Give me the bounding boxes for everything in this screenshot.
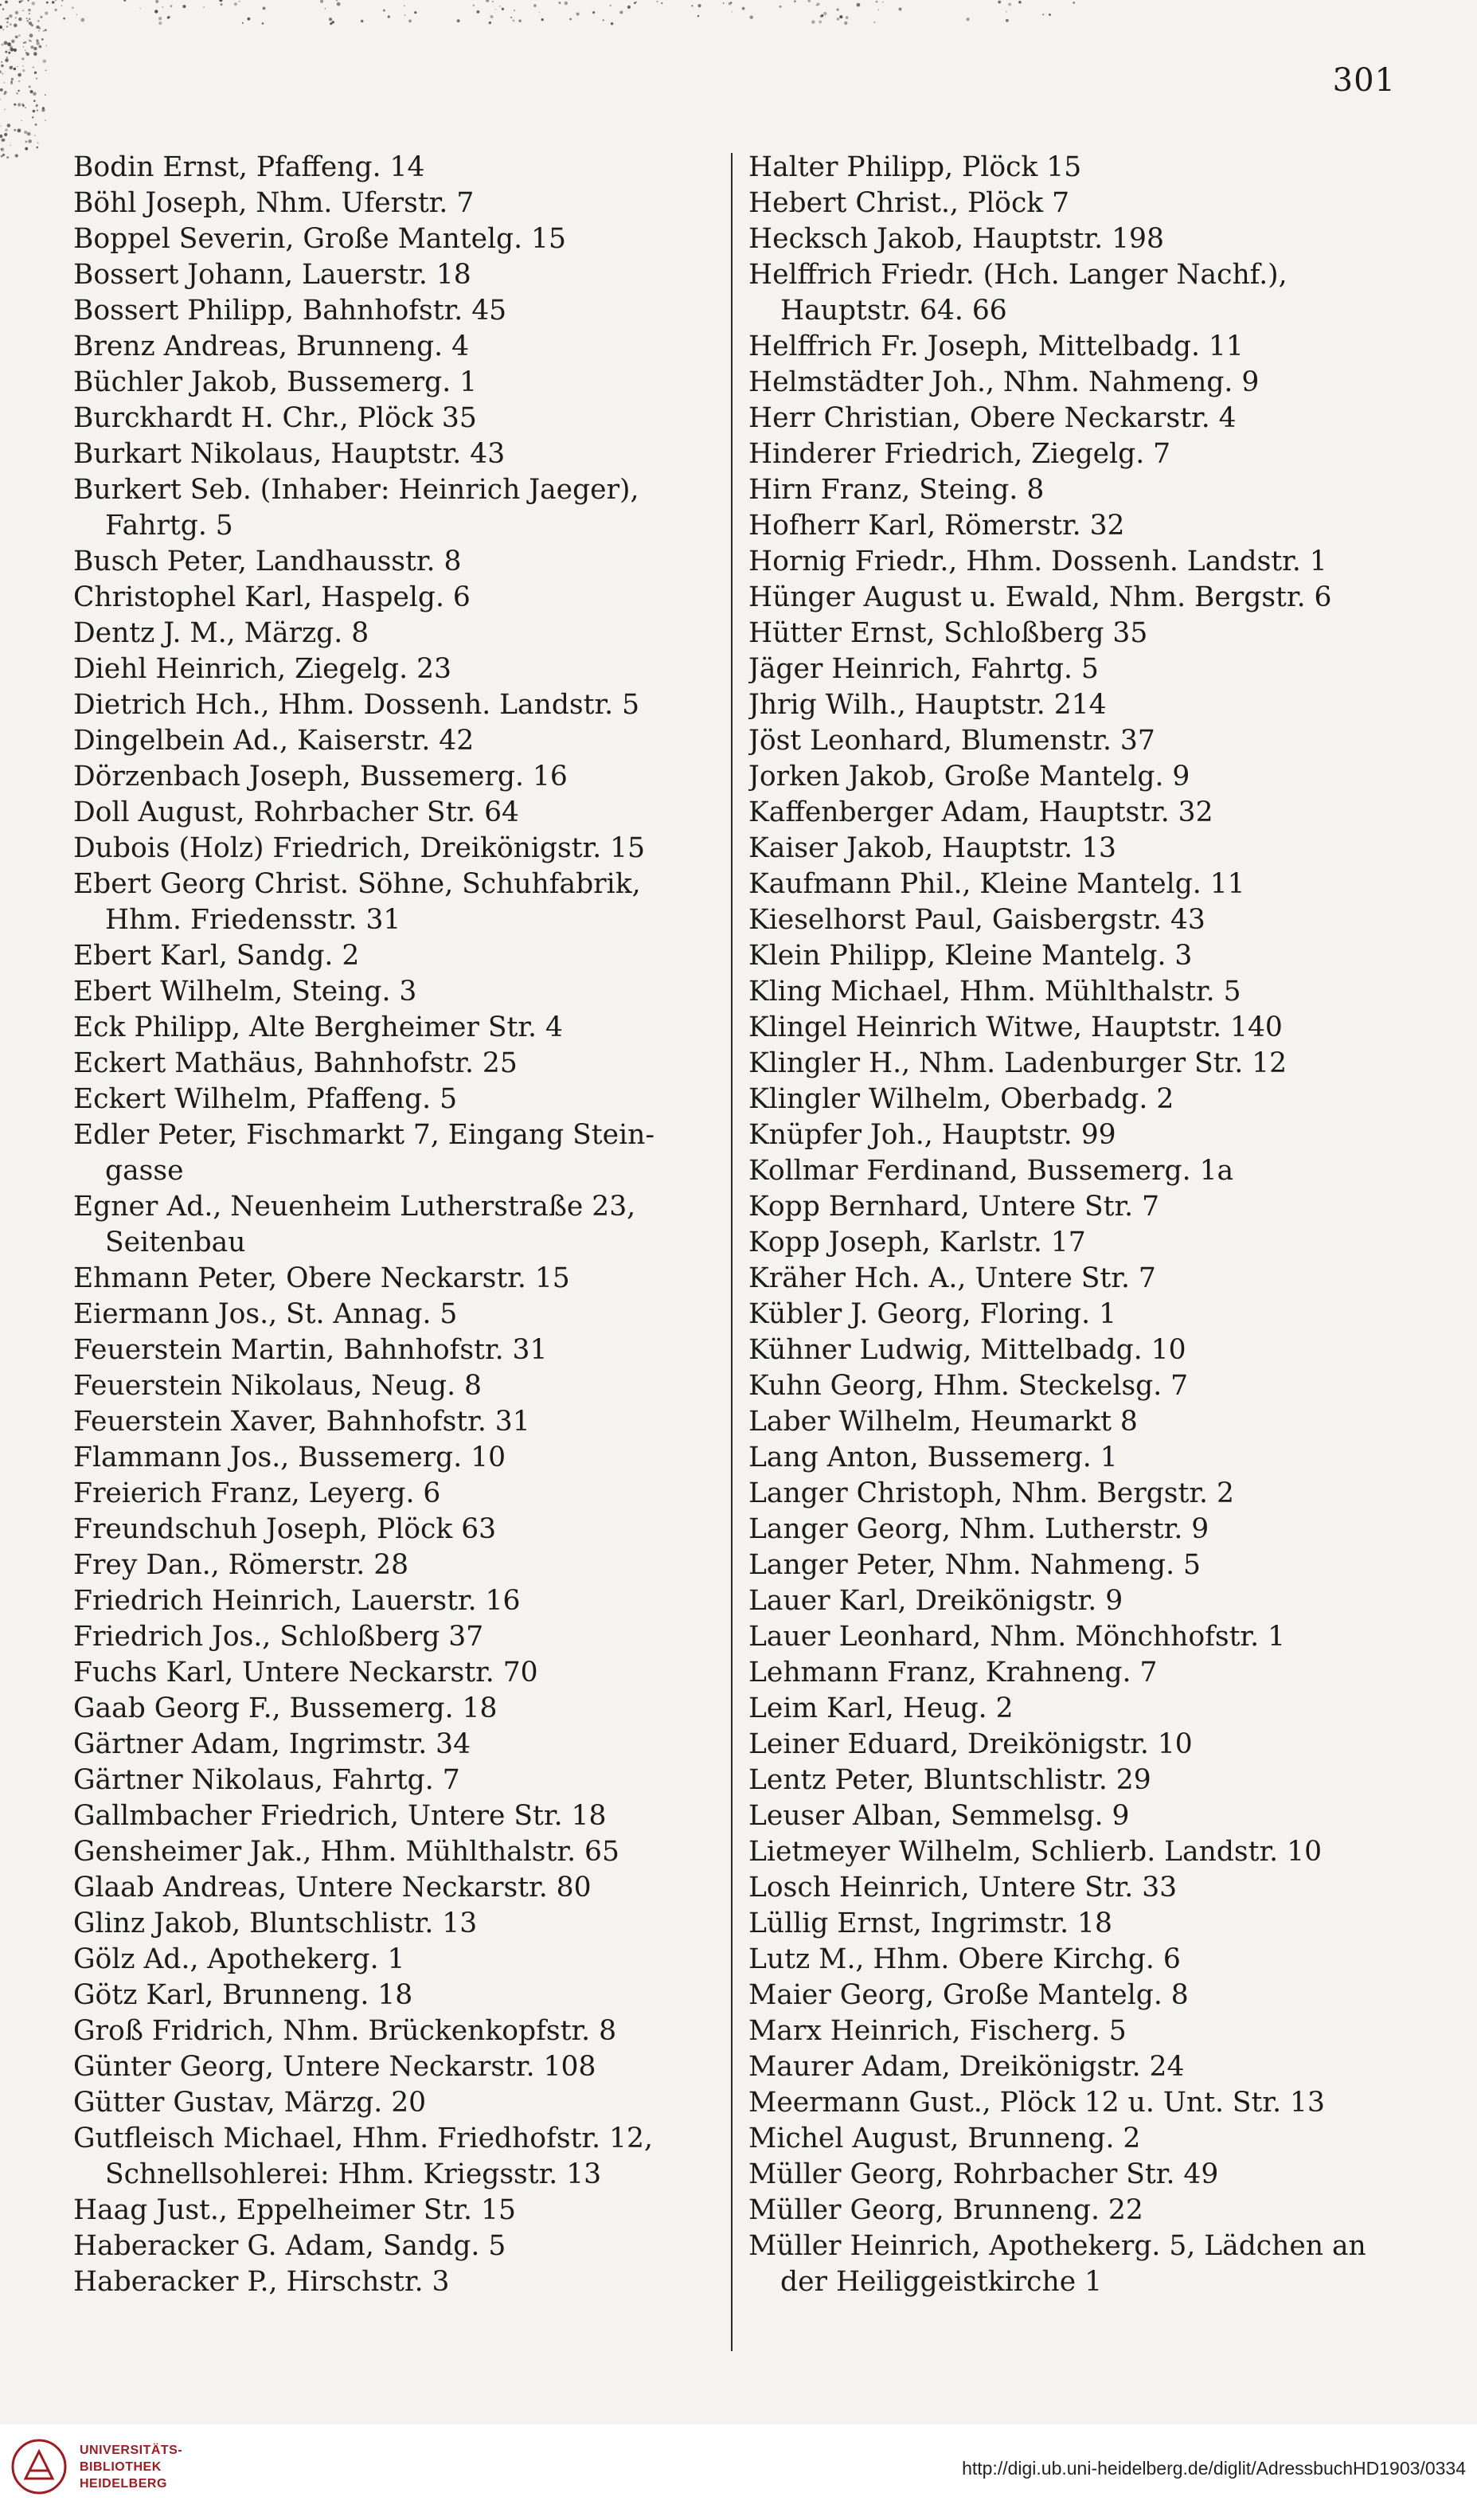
directory-entry: Müller Georg, Rohrbacher Str. 49 [748, 2158, 1219, 2190]
directory-entry: Feuerstein Nikolaus, Neug. 8 [73, 1370, 482, 1402]
directory-entry: Edler Peter, Fischmarkt 7, Eingang Stein- [73, 1119, 654, 1151]
directory-entry: Jöst Leonhard, Blumenstr. 37 [748, 725, 1155, 757]
directory-entry: Burkart Nikolaus, Hauptstr. 43 [73, 438, 506, 470]
directory-entry: Michel August, Brunneng. 2 [748, 2123, 1141, 2154]
directory-entry: Marx Heinrich, Fischerg. 5 [748, 2015, 1127, 2047]
directory-entry: Gutfleisch Michael, Hhm. Friedhofstr. 12, [73, 2123, 653, 2154]
left-column [73, 150, 720, 2300]
directory-entry: Freundschuh Joseph, Plöck 63 [73, 1513, 497, 1545]
directory-entry: Kling Michael, Hhm. Mühlthalstr. 5 [748, 976, 1241, 1008]
directory-entry-continuation: der Heiliggeistkirche 1 [780, 2266, 1103, 2298]
directory-entry: Hecksch Jakob, Hauptstr. 198 [748, 223, 1164, 255]
directory-entry: Feuerstein Martin, Bahnhofstr. 31 [73, 1334, 548, 1366]
directory-entry-continuation: Hhm. Friedensstr. 31 [105, 904, 401, 936]
directory-entry-continuation: gasse [105, 1155, 184, 1187]
directory-entry: Klingler H., Nhm. Ladenburger Str. 12 [748, 1047, 1287, 1079]
library-name [80, 2442, 182, 2492]
directory-entry: Friedrich Heinrich, Lauerstr. 16 [73, 1585, 521, 1617]
directory-entry-continuation: Schnellsohlerei: Hhm. Kriegsstr. 13 [105, 2158, 602, 2190]
directory-entry: Haag Just., Eppelheimer Str. 15 [73, 2194, 516, 2226]
directory-entry: Glinz Jakob, Bluntschlistr. 13 [73, 1908, 478, 1939]
library-seal-icon [11, 2439, 67, 2495]
directory-entry: Müller Georg, Brunneng. 22 [748, 2194, 1143, 2226]
directory-entry: Haberacker G. Adam, Sandg. 5 [73, 2230, 506, 2262]
directory-entry: Dubois (Holz) Friedrich, Dreikönigstr. 15 [73, 832, 646, 864]
directory-entry: Gärtner Nikolaus, Fahrtg. 7 [73, 1764, 460, 1796]
directory-entry: Kräher Hch. A., Untere Str. 7 [748, 1262, 1156, 1294]
directory-entry: Doll August, Rohrbacher Str. 64 [73, 796, 519, 828]
directory-entry: Eck Philipp, Alte Bergheimer Str. 4 [73, 1012, 563, 1043]
directory-entry: Langer Christoph, Nhm. Bergstr. 2 [748, 1477, 1234, 1509]
directory-entry: Ebert Georg Christ. Söhne, Schuhfabrik, [73, 868, 641, 900]
directory-entry: Eckert Wilhelm, Pfaffeng. 5 [73, 1083, 458, 1115]
directory-entry: Günter Georg, Untere Neckarstr. 108 [73, 2051, 596, 2083]
directory-entry: Maier Georg, Große Mantelg. 8 [748, 1979, 1189, 2011]
library-name-line: BIBLIOTHEK [80, 2459, 162, 2474]
directory-entry: Burckhardt H. Chr., Plöck 35 [73, 402, 477, 434]
directory-entry: Leuser Alban, Semmelsg. 9 [748, 1800, 1130, 1832]
directory-entry: Gärtner Adam, Ingrimstr. 34 [73, 1728, 471, 1760]
directory-entry: Helffrich Fr. Joseph, Mittelbadg. 11 [748, 331, 1244, 362]
directory-entry: Flammann Jos., Bussemerg. 10 [73, 1442, 506, 1473]
library-name-line: HEIDELBERG [80, 2476, 167, 2491]
directory-entry: Klein Philipp, Kleine Mantelg. 3 [748, 940, 1193, 972]
directory-entry: Büchler Jakob, Bussemerg. 1 [73, 366, 478, 398]
right-column [748, 150, 1432, 2300]
directory-entry: Glaab Andreas, Untere Neckarstr. 80 [73, 1872, 592, 1904]
directory-entry: Freierich Franz, Leyerg. 6 [73, 1477, 441, 1509]
directory-entry: Boppel Severin, Große Mantelg. 15 [73, 223, 566, 255]
column-divider [731, 153, 733, 2351]
directory-entry: Jorken Jakob, Große Mantelg. 9 [748, 761, 1190, 792]
directory-entry: Helmstädter Joh., Nhm. Nahmeng. 9 [748, 366, 1260, 398]
directory-entry: Müller Heinrich, Apothekerg. 5, Lädchen an [748, 2230, 1366, 2262]
directory-entry-continuation: Hauptstr. 64. 66 [780, 295, 1007, 327]
directory-entry: Knüpfer Joh., Hauptstr. 99 [748, 1119, 1116, 1151]
directory-entry: Egner Ad., Neuenheim Lutherstraße 23, [73, 1191, 636, 1223]
directory-entry: Gaab Georg F., Bussemerg. 18 [73, 1692, 498, 1724]
directory-entry: Gölz Ad., Apothekerg. 1 [73, 1943, 405, 1975]
directory-entry: Langer Georg, Nhm. Lutherstr. 9 [748, 1513, 1209, 1545]
directory-entry: Ebert Karl, Sandg. 2 [73, 940, 360, 972]
directory-entry: Gütter Gustav, Märzg. 20 [73, 2087, 427, 2119]
directory-entry: Hornig Friedr., Hhm. Dossenh. Landstr. 1 [748, 546, 1327, 577]
source-url-link[interactable]: http://digi.ub.uni-heidelberg.de/diglit/AdressbuchHD1903/0334 [962, 2458, 1466, 2479]
directory-entry: Burkert Seb. (Inhaber: Heinrich Jaeger), [73, 474, 639, 506]
directory-entry: Maurer Adam, Dreikönigstr. 24 [748, 2051, 1185, 2083]
directory-entry: Lang Anton, Bussemerg. 1 [748, 1442, 1118, 1473]
directory-entry: Lüllig Ernst, Ingrimstr. 18 [748, 1908, 1112, 1939]
directory-entry: Hofherr Karl, Römerstr. 32 [748, 510, 1125, 542]
page-number: 301 [1332, 62, 1396, 99]
directory-entry: Kübler J. Georg, Floring. 1 [748, 1298, 1117, 1330]
directory-entry: Busch Peter, Landhausstr. 8 [73, 546, 462, 577]
directory-entry: Kaiser Jakob, Hauptstr. 13 [748, 832, 1116, 864]
directory-entry: Lentz Peter, Bluntschlistr. 29 [748, 1764, 1151, 1796]
directory-entry: Dingelbein Ad., Kaiserstr. 42 [73, 725, 475, 757]
directory-entry: Kieselhorst Paul, Gaisbergstr. 43 [748, 904, 1205, 936]
directory-entry: Hebert Christ., Plöck 7 [748, 187, 1070, 219]
directory-entry: Lauer Karl, Dreikönigstr. 9 [748, 1585, 1123, 1617]
directory-entry: Feuerstein Xaver, Bahnhofstr. 31 [73, 1406, 530, 1438]
directory-entry: Losch Heinrich, Untere Str. 33 [748, 1872, 1178, 1904]
directory-entry: Meermann Gust., Plöck 12 u. Unt. Str. 13 [748, 2087, 1325, 2119]
directory-entry: Leim Karl, Heug. 2 [748, 1692, 1014, 1724]
directory-entry: Lietmeyer Wilhelm, Schlierb. Landstr. 10 [748, 1836, 1323, 1868]
directory-entry: Lauer Leonhard, Nhm. Mönchhofstr. 1 [748, 1621, 1286, 1653]
directory-entry: Kaffenberger Adam, Hauptstr. 32 [748, 796, 1213, 828]
directory-entry: Laber Wilhelm, Heumarkt 8 [748, 1406, 1138, 1438]
directory-entry: Lutz M., Hhm. Obere Kirchg. 6 [748, 1943, 1181, 1975]
directory-entry-continuation: Fahrtg. 5 [105, 510, 233, 542]
directory-entry: Haberacker P., Hirschstr. 3 [73, 2266, 450, 2298]
directory-entry: Hinderer Friedrich, Ziegelg. 7 [748, 438, 1171, 470]
directory-entry: Kuhn Georg, Hhm. Steckelsg. 7 [748, 1370, 1189, 1402]
directory-entry: Kaufmann Phil., Kleine Mantelg. 11 [748, 868, 1245, 900]
directory-entry: Bodin Ernst, Pfaffeng. 14 [73, 151, 425, 183]
directory-entry: Ebert Wilhelm, Steing. 3 [73, 976, 417, 1008]
directory-entry: Groß Fridrich, Nhm. Brückenkopfstr. 8 [73, 2015, 617, 2047]
directory-entry: Herr Christian, Obere Neckarstr. 4 [748, 402, 1237, 434]
directory-entry: Dörzenbach Joseph, Bussemerg. 16 [73, 761, 568, 792]
directory-entry: Leiner Eduard, Dreikönigstr. 10 [748, 1728, 1193, 1760]
directory-entry-continuation: Seitenbau [105, 1227, 246, 1258]
library-logo[interactable] [11, 2439, 182, 2495]
directory-entry: Götz Karl, Brunneng. 18 [73, 1979, 413, 2011]
directory-entry: Frey Dan., Römerstr. 28 [73, 1549, 409, 1581]
directory-entry: Kopp Bernhard, Untere Str. 7 [748, 1191, 1160, 1223]
directory-entry: Hirn Franz, Steing. 8 [748, 474, 1045, 506]
directory-entry: Kühner Ludwig, Mittelbadg. 10 [748, 1334, 1186, 1366]
directory-entry: Dietrich Hch., Hhm. Dossenh. Landstr. 5 [73, 689, 640, 721]
directory-entry: Helffrich Friedr. (Hch. Langer Nachf.), [748, 259, 1287, 291]
directory-entry: Gallmbacher Friedrich, Untere Str. 18 [73, 1800, 607, 1832]
directory-entry: Böhl Joseph, Nhm. Uferstr. 7 [73, 187, 475, 219]
scan-noise-decoration [0, 0, 1477, 159]
directory-entry: Friedrich Jos., Schloßberg 37 [73, 1621, 484, 1653]
directory-entry: Jäger Heinrich, Fahrtg. 5 [748, 653, 1099, 685]
directory-entry: Bossert Johann, Lauerstr. 18 [73, 259, 471, 291]
directory-entry: Eiermann Jos., St. Annag. 5 [73, 1298, 458, 1330]
directory-entry: Halter Philipp, Plöck 15 [748, 151, 1082, 183]
directory-entry: Brenz Andreas, Brunneng. 4 [73, 331, 470, 362]
directory-entry: Kopp Joseph, Karlstr. 17 [748, 1227, 1086, 1258]
directory-entry: Gensheimer Jak., Hhm. Mühlthalstr. 65 [73, 1836, 619, 1868]
directory-entry: Kollmar Ferdinand, Bussemerg. 1a [748, 1155, 1234, 1187]
directory-entry: Hünger August u. Ewald, Nhm. Bergstr. 6 [748, 581, 1332, 613]
directory-entry: Dentz J. M., Märzg. 8 [73, 617, 369, 649]
directory-entry: Jhrig Wilh., Hauptstr. 214 [748, 689, 1107, 721]
directory-entry: Klingel Heinrich Witwe, Hauptstr. 140 [748, 1012, 1283, 1043]
footer-bar [0, 2424, 1477, 2520]
directory-entry: Christophel Karl, Haspelg. 6 [73, 581, 471, 613]
directory-entry: Eckert Mathäus, Bahnhofstr. 25 [73, 1047, 518, 1079]
directory-entry: Lehmann Franz, Krahneng. 7 [748, 1657, 1158, 1688]
library-name-line: UNIVERSITÄTS- [80, 2443, 183, 2457]
directory-entry: Diehl Heinrich, Ziegelg. 23 [73, 653, 451, 685]
directory-entry: Fuchs Karl, Untere Neckarstr. 70 [73, 1657, 538, 1688]
directory-entry: Klingler Wilhelm, Oberbadg. 2 [748, 1083, 1174, 1115]
directory-entry: Langer Peter, Nhm. Nahmeng. 5 [748, 1549, 1202, 1581]
directory-entry: Hütter Ernst, Schloßberg 35 [748, 617, 1148, 649]
directory-entry: Ehmann Peter, Obere Neckarstr. 15 [73, 1262, 570, 1294]
directory-entry: Bossert Philipp, Bahnhofstr. 45 [73, 295, 507, 327]
